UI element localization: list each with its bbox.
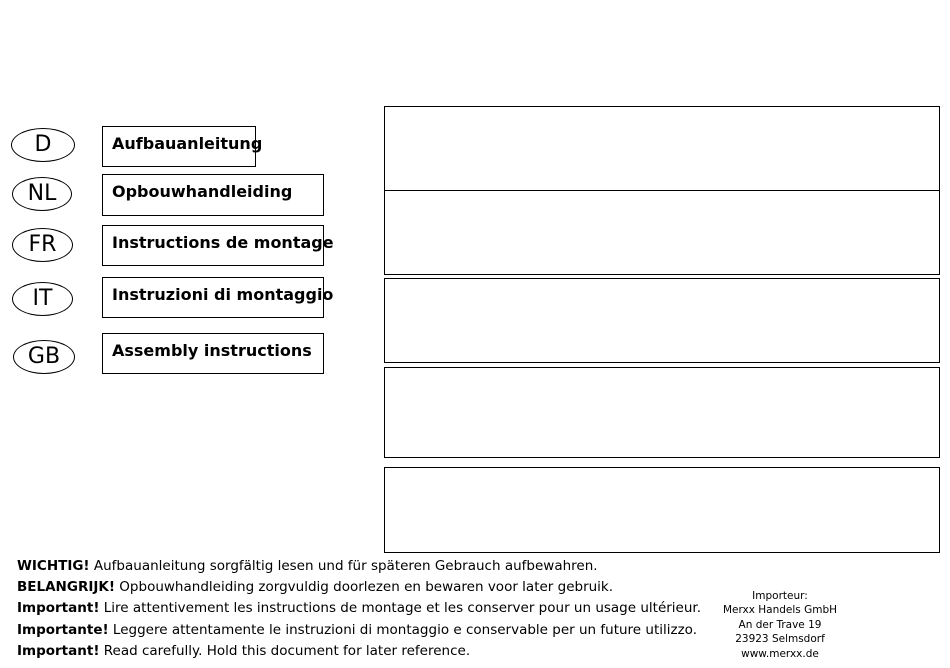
warning-notes <box>17 556 701 662</box>
image-frame-3 <box>384 278 940 363</box>
language-code-fr: FR <box>12 228 73 262</box>
warning-line-de <box>17 556 701 577</box>
language-code-gb: GB <box>13 340 75 374</box>
importer-heading: Importeur: <box>752 590 808 602</box>
warning-text: Read carefully. Hold this document for later reference. <box>99 642 471 659</box>
warning-label: Important! <box>17 642 100 659</box>
image-frame-4 <box>384 367 940 458</box>
title-box-nl: Opbouwhandleiding <box>102 174 324 216</box>
warning-label: Importante! <box>17 621 109 638</box>
warning-label: WICHTIG! <box>17 558 90 574</box>
warning-text: Opbouwhandleiding zorgvuldig doorlezen en bewaren voor later gebruik. <box>115 579 614 596</box>
warning-text: Leggere attentamente le instruzioni di montaggio e conservable per un future utilizzo. <box>108 621 697 638</box>
importer-city: 23923 Selmsdorf <box>735 633 825 646</box>
title-box-it: Instruzioni di montaggio <box>102 277 324 318</box>
importer-company: Merxx Handels GmbH <box>722 604 838 617</box>
warning-line-nl <box>17 577 701 598</box>
importer-website: www.merxx.de <box>741 647 819 660</box>
warning-text: Aufbauanleitung sorgfältig lesen und für späteren Gebrauch aufbewahren. <box>89 558 598 574</box>
warning-label: BELANGRIJK! <box>17 579 116 596</box>
title-box-fr: Instructions de montage <box>102 225 324 266</box>
warning-line-gb <box>17 641 701 662</box>
importer-street: An der Trave 19 <box>738 618 822 631</box>
title-box-gb: Assembly instructions <box>102 333 324 374</box>
warning-label: Important! <box>17 600 100 617</box>
warning-line-fr <box>17 598 701 619</box>
language-code-it: IT <box>12 282 73 316</box>
importer-address <box>700 589 860 661</box>
language-code-de: D <box>11 128 75 162</box>
image-frame-5 <box>384 467 940 553</box>
warning-text: Lire attentivement les instructions de montage et les conserver pour un usage ultérieur. <box>99 600 702 617</box>
language-code-nl: NL <box>12 177 72 211</box>
title-box-de: Aufbauanleitung <box>102 126 256 167</box>
image-frame-1 <box>384 106 940 191</box>
image-frame-2 <box>384 190 940 275</box>
warning-line-it <box>17 620 701 641</box>
